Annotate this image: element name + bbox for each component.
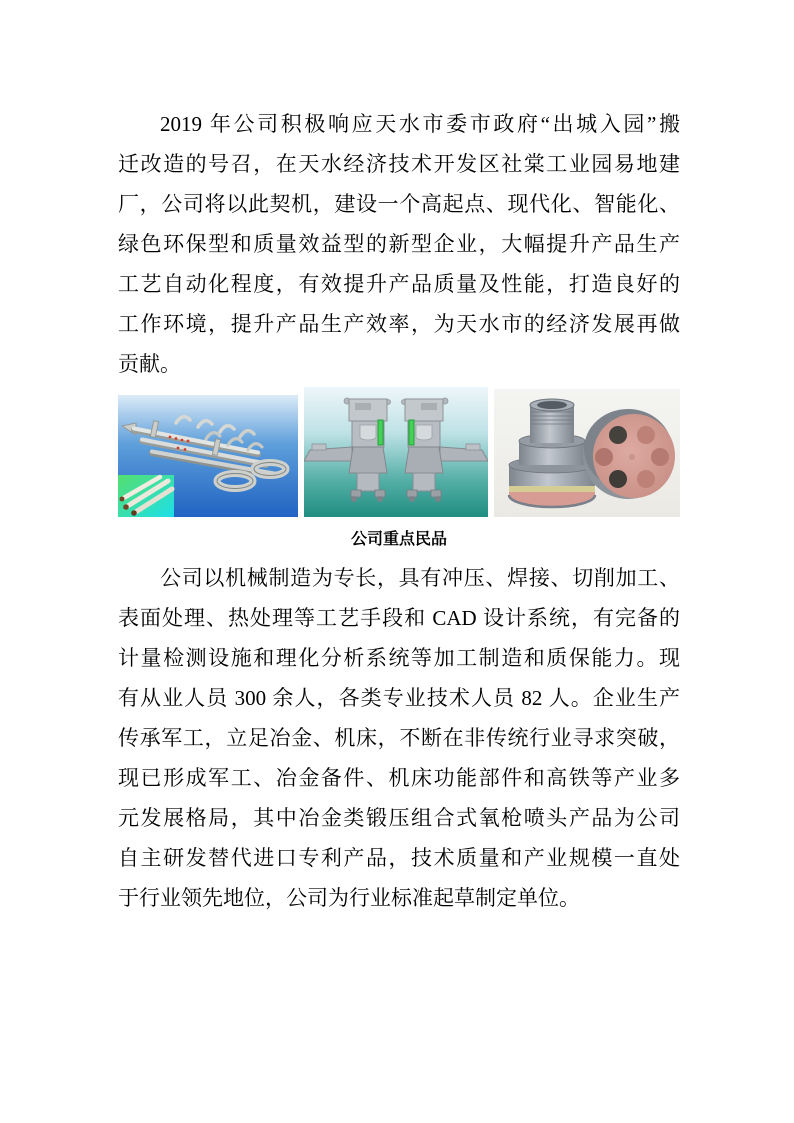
text-line: 迁改造的号召，在天水经济技术开发区社棠工业园易地建 — [118, 152, 680, 176]
text-line: 工艺自动化程度，有效提升产品质量及性能，打造良好的 — [118, 272, 680, 296]
text-line: 于行业领先地位，公司为行业标准起草制定单位。 — [118, 886, 580, 910]
text-line: 工作环境，提升产品生产效率，为天水市的经济发展再做 — [118, 312, 680, 336]
paragraph-relocation — [118, 104, 680, 384]
text-line: 厂，公司将以此契机，建设一个高起点、现代化、智能化、 — [118, 192, 680, 216]
text-line: 有从业人员 300 余人，各类专业技术人员 82 人。企业生产 — [118, 686, 680, 710]
text-line: 2019 年公司积极响应天水市委市政府“出城入园”搬 — [160, 112, 680, 136]
lance-pipe-assemblies-photo — [118, 395, 298, 517]
figure-caption: 公司重点民品 — [350, 531, 447, 548]
page-content — [118, 104, 680, 918]
paragraph-capabilities — [118, 558, 680, 918]
text-line: 现已形成军工、冶金备件、机床功能部件和高铁等产业多 — [118, 766, 680, 790]
text-line: 贡献。 — [118, 352, 181, 376]
press-machines-photo — [304, 387, 488, 517]
text-line: 表面处理、热处理等工艺手段和 CAD 设计系统，有完备的 — [118, 606, 680, 630]
text-line: 绿色环保型和质量效益型的新型企业，大幅提升产品生产 — [118, 232, 680, 256]
text-line: 计量检测设施和理化分析系统等加工制造和质保能力。现 — [118, 646, 680, 670]
steel-rods-inset — [118, 475, 174, 517]
text-line: 公司以机械制造为专长，具有冲压、焊接、切削加工、 — [160, 566, 680, 590]
text-line: 自主研发替代进口专利产品，技术质量和产业规模一直处 — [118, 846, 680, 870]
text-line: 元发展格局，其中冶金类锻压组合式氧枪喷头产品为公司 — [118, 806, 680, 830]
figure-row — [118, 387, 680, 517]
text-line: 传承军工，立足冶金、机床，不断在非传统行业寻求突破， — [118, 726, 680, 750]
nozzle-components-photo — [494, 389, 680, 517]
